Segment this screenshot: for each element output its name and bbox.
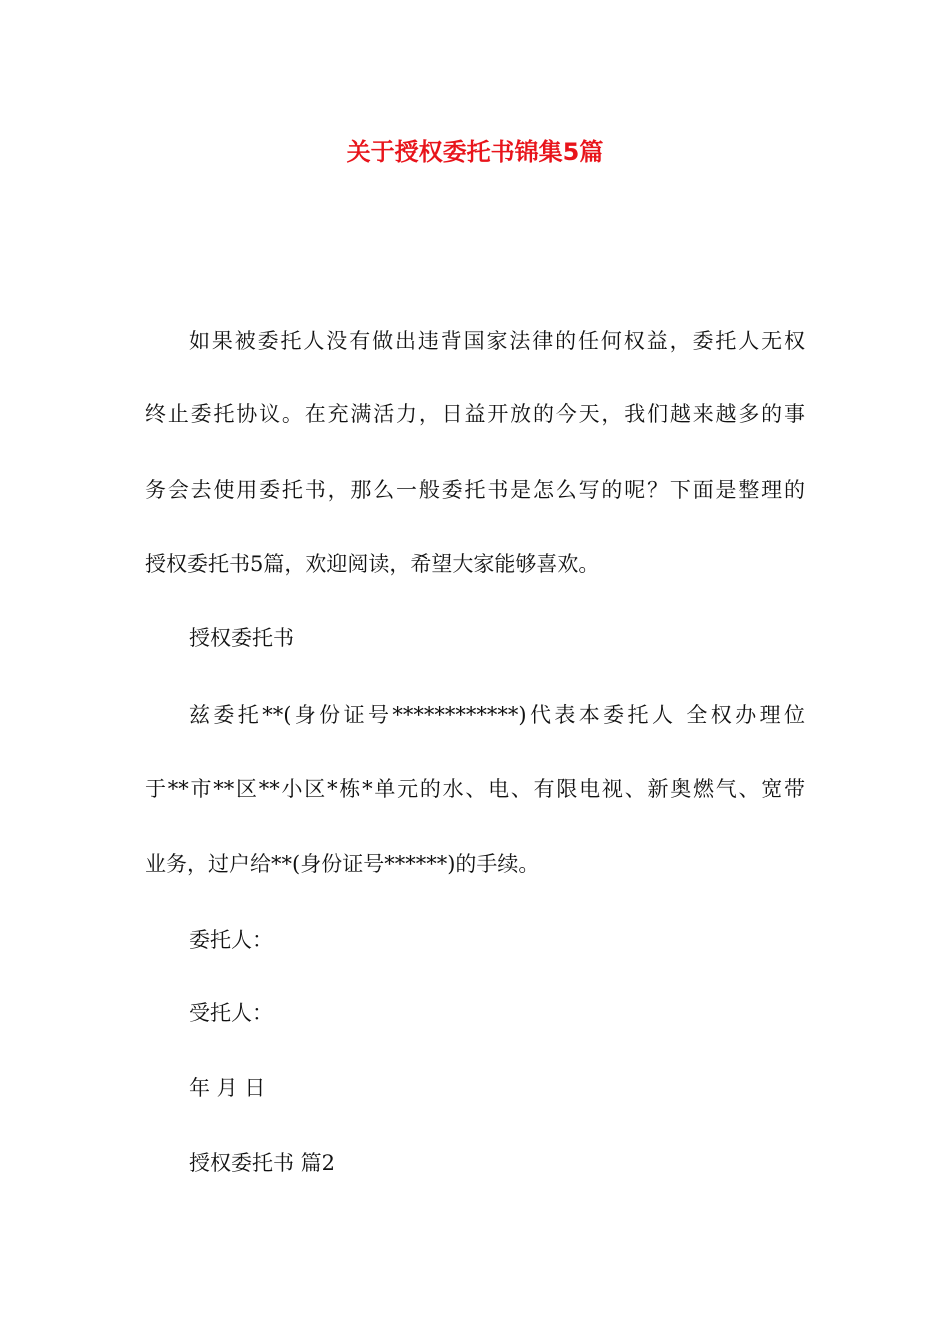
principal-label: 委托人： [189, 928, 273, 952]
body-line-1: 兹委托**(身份证号************)代表本委托人 全权办理位 [189, 703, 805, 727]
intro-line-1: 如果被委托人没有做出违背国家法律的任何权益，委托人无权 [189, 329, 805, 353]
date-line: 年 月 日 [189, 1076, 266, 1100]
body-line-2: 于**市**区**小区*栋*单元的水、电、有限电视、新奥燃气、宽带 [145, 777, 805, 801]
next-section-heading: 授权委托书 篇2 [189, 1151, 336, 1175]
document-title: 关于授权委托书锦集5篇 [346, 138, 604, 166]
section-heading: 授权委托书 [189, 626, 294, 650]
body-line-3: 业务，过户给**(身份证号******)的手续。 [145, 852, 540, 876]
agent-label: 受托人： [189, 1001, 273, 1025]
intro-line-3: 务会去使用委托书，那么一般委托书是怎么写的呢？下面是整理的 [145, 478, 805, 502]
intro-line-4: 授权委托书5篇，欢迎阅读，希望大家能够喜欢。 [145, 552, 600, 576]
intro-line-2: 终止委托协议。在充满活力，日益开放的今天，我们越来越多的事 [145, 402, 805, 426]
